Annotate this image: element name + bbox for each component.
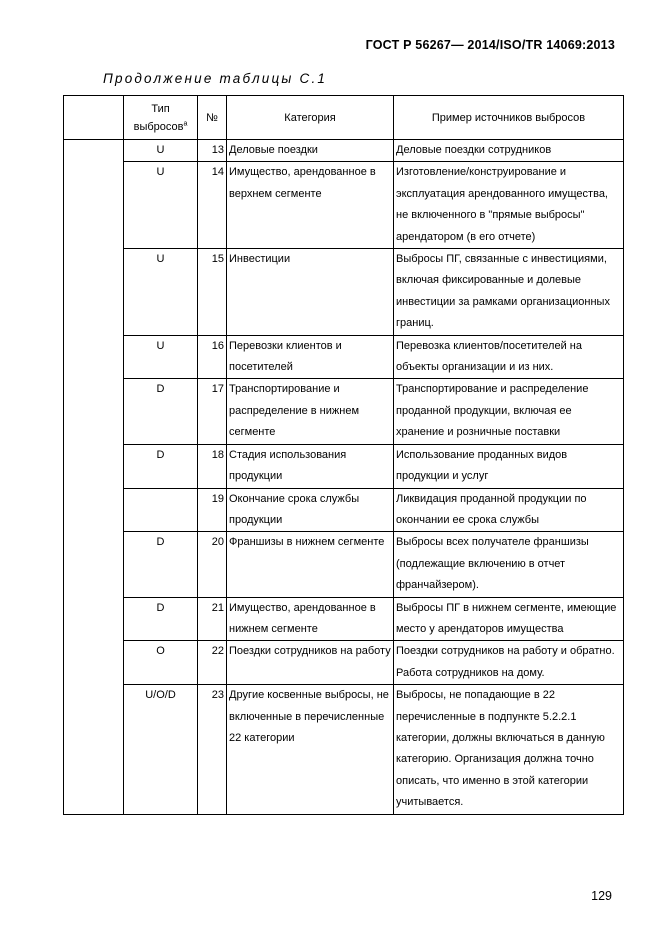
row-empty-cell: [64, 685, 124, 814]
row-empty-cell: [64, 488, 124, 532]
row-category: Имущество, арендованное в нижнем сегменте: [227, 597, 394, 641]
row-emission-type: O: [124, 641, 198, 685]
row-empty-cell: [64, 162, 124, 249]
row-number: 21: [198, 597, 227, 641]
row-category: Имущество, арендованное в верхнем сегменте: [227, 162, 394, 249]
header-number: №: [198, 96, 227, 140]
table-row: [64, 249, 624, 336]
row-emission-type: D: [124, 444, 198, 488]
row-empty-cell: [64, 532, 124, 597]
table-row: [64, 488, 624, 532]
header-empty-cell: [64, 96, 124, 140]
row-number: 19: [198, 488, 227, 532]
header-footnote-mark: a: [183, 119, 188, 127]
row-empty-cell: [64, 444, 124, 488]
row-emission-type: U: [124, 140, 198, 162]
header-category: Категория: [227, 96, 394, 140]
emission-categories-table: [63, 95, 624, 815]
table-row: [64, 140, 624, 162]
row-number: 15: [198, 249, 227, 336]
row-emission-type: D: [124, 597, 198, 641]
row-emission-type: U: [124, 335, 198, 379]
row-category: Деловые поездки: [227, 140, 394, 162]
row-number: 16: [198, 335, 227, 379]
table-row: [64, 162, 624, 249]
row-emission-type: U/O/D: [124, 685, 198, 814]
row-example: Транспортирование и распределение проданной продукции, включая ее хранение и розничные поставки: [394, 379, 624, 444]
table-continuation-caption: Продолжение таблицы С.1: [103, 71, 328, 86]
row-emission-type: U: [124, 249, 198, 336]
page-number: 129: [591, 889, 612, 903]
row-emission-type: D: [124, 379, 198, 444]
table-header-row: [64, 96, 624, 140]
row-emission-type: D: [124, 532, 198, 597]
row-number: 18: [198, 444, 227, 488]
row-empty-cell: [64, 335, 124, 379]
header-emission-type: [124, 96, 198, 140]
row-number: 20: [198, 532, 227, 597]
table-row: [64, 641, 624, 685]
row-example: Изготовление/конструирование и эксплуатация арендованного имущества, не включенного в "прямые выбросы" арендатором (в его отчете): [394, 162, 624, 249]
row-empty-cell: [64, 379, 124, 444]
row-category: Инвестиции: [227, 249, 394, 336]
row-category: Франшизы в нижнем сегменте: [227, 532, 394, 597]
row-emission-type: U: [124, 162, 198, 249]
row-empty-cell: [64, 641, 124, 685]
row-example: Выбросы всех получателе франшизы (подлежащие включению в отчет франчайзером).: [394, 532, 624, 597]
table-row: [64, 444, 624, 488]
row-example: Ликвидация проданной продукции по окончании ее срока службы: [394, 488, 624, 532]
row-empty-cell: [64, 249, 124, 336]
table-row: [64, 379, 624, 444]
row-emission-type: [124, 488, 198, 532]
row-example: Перевозка клиентов/посетителей на объекты организации и из них.: [394, 335, 624, 379]
row-number: 23: [198, 685, 227, 814]
row-category: Стадия использования продукции: [227, 444, 394, 488]
row-category: Транспортирование и распределение в нижнем сегменте: [227, 379, 394, 444]
table-row: [64, 597, 624, 641]
header-emission-type-label: Тип выбросов: [133, 102, 184, 133]
row-number: 17: [198, 379, 227, 444]
row-empty-cell: [64, 597, 124, 641]
row-example: Поездки сотрудников на работу и обратно. Работа сотрудников на дому.: [394, 641, 624, 685]
header-example: Пример источников выбросов: [394, 96, 624, 140]
row-number: 13: [198, 140, 227, 162]
row-empty-cell: [64, 140, 124, 162]
row-number: 22: [198, 641, 227, 685]
row-category: Другие косвенные выбросы, не включенные в перечисленные 22 категории: [227, 685, 394, 814]
table-body: [64, 140, 624, 815]
row-example: Деловые поездки сотрудников: [394, 140, 624, 162]
document-code-header: ГОСТ Р 56267— 2014/ISO/TR 14069:2013: [365, 38, 615, 52]
row-example: Выбросы, не попадающие в 22 перечисленные в подпункте 5.2.2.1 категории, должны включаться в данную категорию. Организация должна точно описать, что именно в этой категории учитывается.: [394, 685, 624, 814]
row-category: Поездки сотрудников на работу: [227, 641, 394, 685]
row-example: Использование проданных видов продукции и услуг: [394, 444, 624, 488]
row-example: Выбросы ПГ в нижнем сегменте, имеющие место у арендаторов имущества: [394, 597, 624, 641]
table-row: [64, 685, 624, 814]
row-number: 14: [198, 162, 227, 249]
table-row: [64, 532, 624, 597]
row-example: Выбросы ПГ, связанные с инвестициями, включая фиксированные и долевые инвестиции за рамками организационных границ.: [394, 249, 624, 336]
table-row: [64, 335, 624, 379]
row-category: Перевозки клиентов и посетителей: [227, 335, 394, 379]
row-category: Окончание срока службы продукции: [227, 488, 394, 532]
